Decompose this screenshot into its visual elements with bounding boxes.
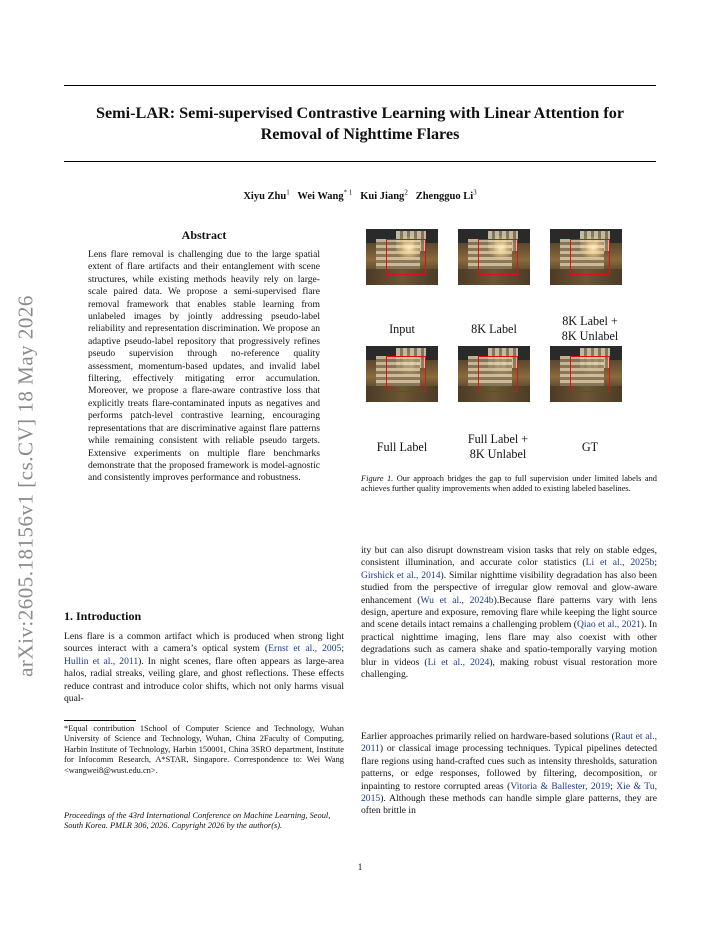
thumb-8k-label-8k-unlabel [550, 229, 622, 285]
author-list [64, 188, 656, 202]
abstract-text: Lens flare removal is challenging due to the large spatial extent of flare artifacts and their entanglement with scene structures, while existing methods heavily rely on large-scale paired data. We propose a semi-supervised flare removal framework that enables stable learning from unlabeled images by jointly addressing pseudo-label reliability and representation discrimination. We propose an adaptive pseudo-label repository that progressively refines pseudo supervision through no-reference quality assessment, momentum-based updates, and invalid label filtering, effectively mitigating error accumulation. Moreover, we propose a flare-aware contrastive loss that explicitly treats flare-contaminated inputs as negatives and performs patch-level contrastive learning, encouraging representations that are discriminative against flare patterns while remaining consistent with reliable pseudo targets. Extensive experiments on multiple flare benchmarks demonstrate that the proposed framework is model-agnostic and consistently improves performance and robustness. [88, 249, 320, 484]
intro-paragraph: Lens flare is a common artifact which is produced when strong light sources interact with a camera’s optical system (Ernst et al., 2005; Hullin et al., 2011). In night scenes, flare often appears as large-area halos, radial streaks, veiling glare, and ghost reflections. These effects reduce contrast and introduce color shifts, which not only harms visual qual- [64, 631, 344, 705]
figure-caption: Figure 1. Our approach bridges the gap to full supervision under limited labels and achieves further quality improvements when added to existing labeled baselines. [361, 474, 657, 494]
fig-label-8k: 8K Label [471, 322, 517, 336]
abstract-heading: Abstract [181, 228, 227, 242]
author-2: Wei Wang$^{* 1}$ [297, 188, 353, 202]
fig-label-full: Full Label [376, 440, 428, 454]
author-1: Xiyu Zhu$^1$ [243, 188, 290, 202]
intro-heading: 1. Introduction [64, 609, 142, 623]
fig-label-full-unlabel: Full Label + 8K Unlabel [467, 432, 529, 461]
title-line-1: Semi-LAR: Semi-supervised Contrastive Learning with Linear Attention for [95, 104, 624, 122]
citation-link[interactable]: Hullin et al., 2011 [64, 655, 139, 667]
citation-link[interactable]: Li et al., 2024 [427, 656, 490, 668]
citation-link[interactable]: Li et al., 2025b [585, 557, 655, 569]
citation-link[interactable]: Wu et al., 2024b [420, 594, 494, 606]
title-top-rule [64, 85, 656, 86]
right-paragraph-1: ity but can also disrupt downstream vision tasks that rely on stable edges, consistent illumination, and accurate color statistics (Li et al., 2025b; Girshick et al., 2014). Similar nighttime visibility degradation has also been studied from the perspective of irregular glow removal and glow-aware enhancement (Wu et al., 2024b).Because flare patterns vary with lens design, aperture and exposure, removing flare while keeping the light source and scene details intact remains a challenging problem (Qiao et al., 2021). In practical nighttime imaging, lens flare may also coexist with other degradations such as camera shake and spatio-temporally varying motion blur in videos (Li et al., 2024), making robust visual restoration more challenging. [361, 545, 658, 681]
title-line-2: Removal of Nighttime Flares [260, 125, 460, 143]
paper-title [64, 103, 656, 145]
author-3: Kui Jiang$^2$ [360, 188, 408, 202]
arxiv-stamp: arXiv:2605.18156v1 [cs.CV] 18 May 2026 [13, 295, 38, 677]
thumb-full-label-8k-unlabel [458, 346, 530, 402]
citation-link[interactable]: Raut et al., 2011 [361, 731, 657, 755]
thumb-8k-label [458, 229, 530, 285]
citation-link[interactable]: Vitoria & Ballester, 2019 [510, 780, 611, 792]
citation-link[interactable]: Ernst et al., 2005 [268, 643, 342, 655]
citation-link[interactable]: Qiao et al., 2021 [576, 619, 641, 631]
thumb-full-label [366, 346, 438, 402]
fig-label-8k-unlabel: 8K Label + 8K Unlabel [561, 314, 619, 343]
right-paragraph-2: Earlier approaches primarily relied on hardware-based solutions (Raut et al., 2011) or classical image processing techniques. Typical pipelines detected flare regions using hand-crafted cues such as intensity thresholds, saturation patterns, or edge responses, followed by filtering, decomposition, or inpainting to restore corrupted areas (Vitoria & Ballester, 2019; Xie & Tu, 2015). Although these methods can handle simple glare patterns, they are often brittle in [361, 731, 657, 817]
citation-link[interactable]: Girshick et al., 2014 [361, 569, 441, 581]
author-4: Zhengguo Li$^3$ [415, 188, 477, 202]
fig-label-gt: GT [581, 440, 599, 454]
thumb-input [366, 229, 438, 285]
footnote-affiliations: *Equal contribution 1School of Computer Science and Technology, Wuhan University of Science and Technology, Wuhan, China 2Faculty of Computing, Harbin Institute of Technology, Harbin 150001, China 3SRO department, Institute for Infocomm Research, A*STAR, Singapore. Correspondence to: Wei Wang <wangwei8@wust.edu.cn>. [64, 724, 344, 775]
thumb-gt [550, 346, 622, 402]
page-number: 1 [357, 862, 363, 873]
title-bottom-rule [64, 161, 656, 162]
citation-link[interactable]: Xie & Tu, 2015 [361, 780, 657, 805]
footnote-rule [64, 720, 136, 721]
proceedings-note: Proceedings of the 43rd International Conference on Machine Learning, Seoul, South Korea. PMLR 306, 2026. Copyright 2026 by the author(s). [64, 811, 331, 831]
fig-label-input: Input [389, 322, 415, 336]
